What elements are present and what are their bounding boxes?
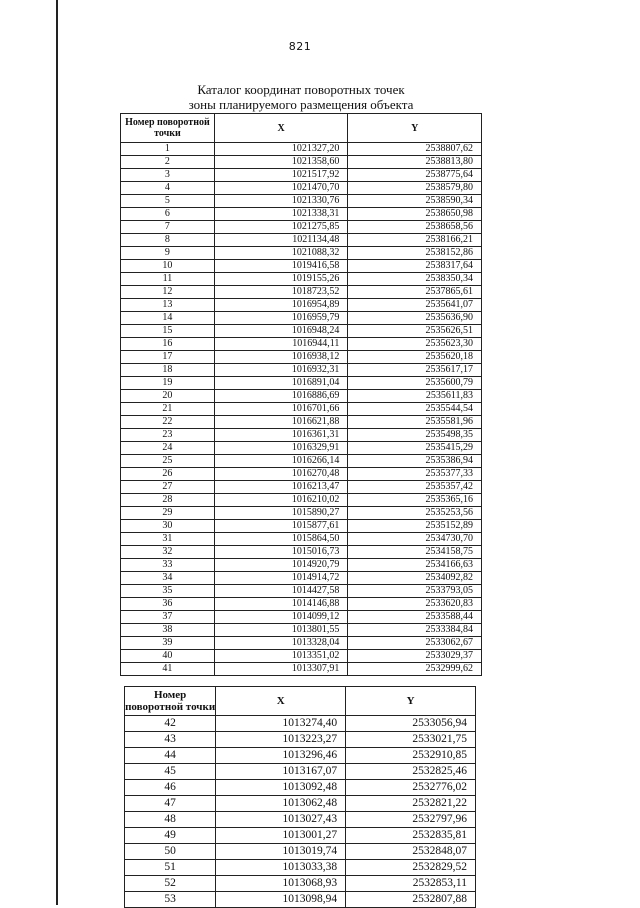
y-cell: 2535623,30 — [348, 338, 482, 351]
x-cell: 1019416,58 — [214, 260, 348, 273]
header-point-number: Номер поворотной точки — [121, 114, 215, 143]
table-row — [121, 195, 482, 208]
x-cell: 1021517,92 — [214, 169, 348, 182]
table-row — [121, 663, 482, 676]
x-cell: 1015877,61 — [214, 520, 348, 533]
x-cell: 1016932,31 — [214, 364, 348, 377]
point-number-cell: 13 — [121, 299, 215, 312]
x-cell: 1016270,48 — [214, 468, 348, 481]
y-cell: 2534730,70 — [348, 533, 482, 546]
y-cell: 2532807,88 — [346, 892, 476, 908]
table-row — [121, 403, 482, 416]
x-cell: 1016361,31 — [214, 429, 348, 442]
point-number-cell: 40 — [121, 650, 215, 663]
y-cell: 2535620,18 — [348, 351, 482, 364]
x-cell: 1016959,79 — [214, 312, 348, 325]
coordinates-table-2 — [124, 686, 476, 908]
x-cell: 1016938,12 — [214, 351, 348, 364]
table-row — [121, 481, 482, 494]
x-cell: 1019155,26 — [214, 273, 348, 286]
y-cell: 2534166,63 — [348, 559, 482, 572]
table-row — [121, 377, 482, 390]
point-number-cell: 46 — [125, 780, 216, 796]
point-number-cell: 52 — [125, 876, 216, 892]
y-cell: 2538317,64 — [348, 260, 482, 273]
table-row — [121, 585, 482, 598]
table-row — [121, 273, 482, 286]
point-number-cell: 15 — [121, 325, 215, 338]
table-row — [121, 533, 482, 546]
table-row — [125, 732, 476, 748]
point-number-cell: 25 — [121, 455, 215, 468]
point-number-cell: 24 — [121, 442, 215, 455]
point-number-cell: 49 — [125, 828, 216, 844]
y-cell: 2533021,75 — [346, 732, 476, 748]
x-cell: 1013296,46 — [216, 748, 346, 764]
x-cell: 1014427,58 — [214, 585, 348, 598]
point-number-cell: 41 — [121, 663, 215, 676]
y-cell: 2538579,80 — [348, 182, 482, 195]
point-number-cell: 29 — [121, 507, 215, 520]
y-cell: 2532910,85 — [346, 748, 476, 764]
table-2-body — [125, 716, 476, 908]
y-cell: 2535611,83 — [348, 390, 482, 403]
y-cell: 2535365,16 — [348, 494, 482, 507]
x-cell: 1014914,72 — [214, 572, 348, 585]
y-cell: 2538807,62 — [348, 143, 482, 156]
point-number-cell: 11 — [121, 273, 215, 286]
table-row — [125, 812, 476, 828]
y-cell: 2532835,81 — [346, 828, 476, 844]
point-number-cell: 7 — [121, 221, 215, 234]
table-row — [121, 143, 482, 156]
table-row — [121, 234, 482, 247]
point-number-cell: 39 — [121, 637, 215, 650]
x-cell: 1021327,20 — [214, 143, 348, 156]
x-cell: 1016329,91 — [214, 442, 348, 455]
x-cell: 1021358,60 — [214, 156, 348, 169]
point-number-cell: 20 — [121, 390, 215, 403]
point-number-cell: 3 — [121, 169, 215, 182]
x-cell: 1013274,40 — [216, 716, 346, 732]
x-cell: 1021134,48 — [214, 234, 348, 247]
point-number-cell: 53 — [125, 892, 216, 908]
y-cell: 2538166,21 — [348, 234, 482, 247]
x-cell: 1013223,27 — [216, 732, 346, 748]
table-row — [121, 351, 482, 364]
x-cell: 1013092,48 — [216, 780, 346, 796]
x-cell: 1015890,27 — [214, 507, 348, 520]
y-cell: 2535377,33 — [348, 468, 482, 481]
y-cell: 2534092,82 — [348, 572, 482, 585]
x-cell: 1013062,48 — [216, 796, 346, 812]
table-row — [121, 208, 482, 221]
point-number-cell: 28 — [121, 494, 215, 507]
table-row — [121, 221, 482, 234]
y-cell: 2535626,51 — [348, 325, 482, 338]
point-number-cell: 47 — [125, 796, 216, 812]
x-cell: 1014146,88 — [214, 598, 348, 611]
x-cell: 1013801,55 — [214, 624, 348, 637]
coordinates-table-1 — [120, 113, 482, 676]
y-cell: 2538650,98 — [348, 208, 482, 221]
x-cell: 1021275,85 — [214, 221, 348, 234]
table-1-body — [121, 143, 482, 676]
y-cell: 2532825,46 — [346, 764, 476, 780]
y-cell: 2532821,22 — [346, 796, 476, 812]
x-cell: 1016213,47 — [214, 481, 348, 494]
x-cell: 1016210,02 — [214, 494, 348, 507]
point-number-cell: 10 — [121, 260, 215, 273]
x-cell: 1016621,88 — [214, 416, 348, 429]
table-row — [121, 169, 482, 182]
y-cell: 2537865,61 — [348, 286, 482, 299]
y-cell: 2532853,11 — [346, 876, 476, 892]
point-number-cell: 27 — [121, 481, 215, 494]
y-cell: 2535636,90 — [348, 312, 482, 325]
point-number-cell: 9 — [121, 247, 215, 260]
point-number-cell: 34 — [121, 572, 215, 585]
table-row — [121, 286, 482, 299]
table-header-row — [125, 687, 476, 716]
x-cell: 1013019,74 — [216, 844, 346, 860]
table-row — [125, 796, 476, 812]
y-cell: 2534158,75 — [348, 546, 482, 559]
point-number-cell: 36 — [121, 598, 215, 611]
table-row — [121, 429, 482, 442]
y-cell: 2533588,44 — [348, 611, 482, 624]
y-cell: 2532848,07 — [346, 844, 476, 860]
table-row — [121, 650, 482, 663]
x-cell: 1016701,66 — [214, 403, 348, 416]
x-cell: 1013033,38 — [216, 860, 346, 876]
table-row — [121, 468, 482, 481]
y-cell: 2538658,56 — [348, 221, 482, 234]
x-cell: 1021470,70 — [214, 182, 348, 195]
table-row — [121, 455, 482, 468]
y-cell: 2538350,34 — [348, 273, 482, 286]
header-y: Y — [346, 687, 476, 716]
y-cell: 2538813,80 — [348, 156, 482, 169]
point-number-cell: 1 — [121, 143, 215, 156]
x-cell: 1013068,93 — [216, 876, 346, 892]
table-row — [121, 182, 482, 195]
table-row — [121, 156, 482, 169]
point-number-cell: 43 — [125, 732, 216, 748]
point-number-cell: 50 — [125, 844, 216, 860]
x-cell: 1021330,76 — [214, 195, 348, 208]
table-row — [121, 598, 482, 611]
point-number-cell: 4 — [121, 182, 215, 195]
table-header-row — [121, 114, 482, 143]
table-row — [125, 716, 476, 732]
point-number-cell: 22 — [121, 416, 215, 429]
x-cell: 1021088,32 — [214, 247, 348, 260]
table-row — [121, 637, 482, 650]
table-row — [125, 860, 476, 876]
y-cell: 2535544,54 — [348, 403, 482, 416]
y-cell: 2535641,07 — [348, 299, 482, 312]
x-cell: 1014920,79 — [214, 559, 348, 572]
x-cell: 1013001,27 — [216, 828, 346, 844]
point-number-cell: 5 — [121, 195, 215, 208]
x-cell: 1016886,69 — [214, 390, 348, 403]
table-row — [121, 507, 482, 520]
y-cell: 2533620,83 — [348, 598, 482, 611]
x-cell: 1018723,52 — [214, 286, 348, 299]
y-cell: 2538775,64 — [348, 169, 482, 182]
y-cell: 2535253,56 — [348, 507, 482, 520]
point-number-cell: 30 — [121, 520, 215, 533]
point-number-cell: 37 — [121, 611, 215, 624]
y-cell: 2535617,17 — [348, 364, 482, 377]
x-cell: 1013027,43 — [216, 812, 346, 828]
y-cell: 2532999,62 — [348, 663, 482, 676]
point-number-cell: 6 — [121, 208, 215, 221]
table-row — [125, 844, 476, 860]
point-number-cell: 18 — [121, 364, 215, 377]
y-cell: 2535357,42 — [348, 481, 482, 494]
x-cell: 1013307,91 — [214, 663, 348, 676]
y-cell: 2535581,96 — [348, 416, 482, 429]
y-cell: 2535415,29 — [348, 442, 482, 455]
x-cell: 1016944,11 — [214, 338, 348, 351]
y-cell: 2538152,86 — [348, 247, 482, 260]
table-row — [121, 546, 482, 559]
point-number-cell: 14 — [121, 312, 215, 325]
x-cell: 1021338,31 — [214, 208, 348, 221]
x-cell: 1013328,04 — [214, 637, 348, 650]
y-cell: 2533056,94 — [346, 716, 476, 732]
point-number-cell: 44 — [125, 748, 216, 764]
x-cell: 1015864,50 — [214, 533, 348, 546]
table-row — [121, 247, 482, 260]
point-number-cell: 2 — [121, 156, 215, 169]
point-number-cell: 51 — [125, 860, 216, 876]
point-number-cell: 48 — [125, 812, 216, 828]
point-number-cell: 45 — [125, 764, 216, 780]
table-row — [125, 780, 476, 796]
x-cell: 1015016,73 — [214, 546, 348, 559]
table-row — [121, 611, 482, 624]
table-row — [121, 325, 482, 338]
title-line-1: Каталог координат поворотных точек — [197, 82, 405, 97]
x-cell: 1013167,07 — [216, 764, 346, 780]
point-number-cell: 23 — [121, 429, 215, 442]
table-row — [121, 390, 482, 403]
table-row — [121, 520, 482, 533]
y-cell: 2532829,52 — [346, 860, 476, 876]
table-row — [121, 299, 482, 312]
y-cell: 2532797,96 — [346, 812, 476, 828]
y-cell: 2533062,67 — [348, 637, 482, 650]
x-cell: 1016948,24 — [214, 325, 348, 338]
table-row — [125, 876, 476, 892]
x-cell: 1016266,14 — [214, 455, 348, 468]
x-cell: 1016954,89 — [214, 299, 348, 312]
point-number-cell: 38 — [121, 624, 215, 637]
x-cell: 1016891,04 — [214, 377, 348, 390]
table-row — [121, 364, 482, 377]
table-row — [121, 559, 482, 572]
y-cell: 2538590,34 — [348, 195, 482, 208]
point-number-cell: 12 — [121, 286, 215, 299]
point-number-cell: 35 — [121, 585, 215, 598]
table-row — [121, 260, 482, 273]
point-number-cell: 31 — [121, 533, 215, 546]
table-row — [125, 748, 476, 764]
x-cell: 1013098,94 — [216, 892, 346, 908]
point-number-cell: 21 — [121, 403, 215, 416]
point-number-cell: 8 — [121, 234, 215, 247]
title-line-2: зоны планируемого размещения объекта — [188, 97, 414, 112]
point-number-cell: 16 — [121, 338, 215, 351]
x-cell: 1013351,02 — [214, 650, 348, 663]
point-number-cell: 42 — [125, 716, 216, 732]
page-number: 821 — [288, 40, 312, 53]
table-row — [121, 312, 482, 325]
point-number-cell: 32 — [121, 546, 215, 559]
header-y: Y — [348, 114, 482, 143]
y-cell: 2535152,89 — [348, 520, 482, 533]
document-title — [120, 82, 482, 112]
table-row — [121, 572, 482, 585]
y-cell: 2533384,84 — [348, 624, 482, 637]
x-cell: 1014099,12 — [214, 611, 348, 624]
table-row — [121, 494, 482, 507]
table-row — [125, 764, 476, 780]
y-cell: 2535498,35 — [348, 429, 482, 442]
table-row — [125, 828, 476, 844]
point-number-cell: 17 — [121, 351, 215, 364]
point-number-cell: 33 — [121, 559, 215, 572]
point-number-cell: 26 — [121, 468, 215, 481]
header-x: X — [214, 114, 348, 143]
table-row — [125, 892, 476, 908]
point-number-cell: 19 — [121, 377, 215, 390]
y-cell: 2535386,94 — [348, 455, 482, 468]
table-row — [121, 624, 482, 637]
table-row — [121, 416, 482, 429]
y-cell: 2535600,79 — [348, 377, 482, 390]
table-row — [121, 442, 482, 455]
header-x: X — [216, 687, 346, 716]
table-row — [121, 338, 482, 351]
y-cell: 2532776,02 — [346, 780, 476, 796]
y-cell: 2533793,05 — [348, 585, 482, 598]
y-cell: 2533029,37 — [348, 650, 482, 663]
header-point-number: Номер поворотной точки — [125, 687, 216, 716]
margin-line — [56, 0, 58, 905]
